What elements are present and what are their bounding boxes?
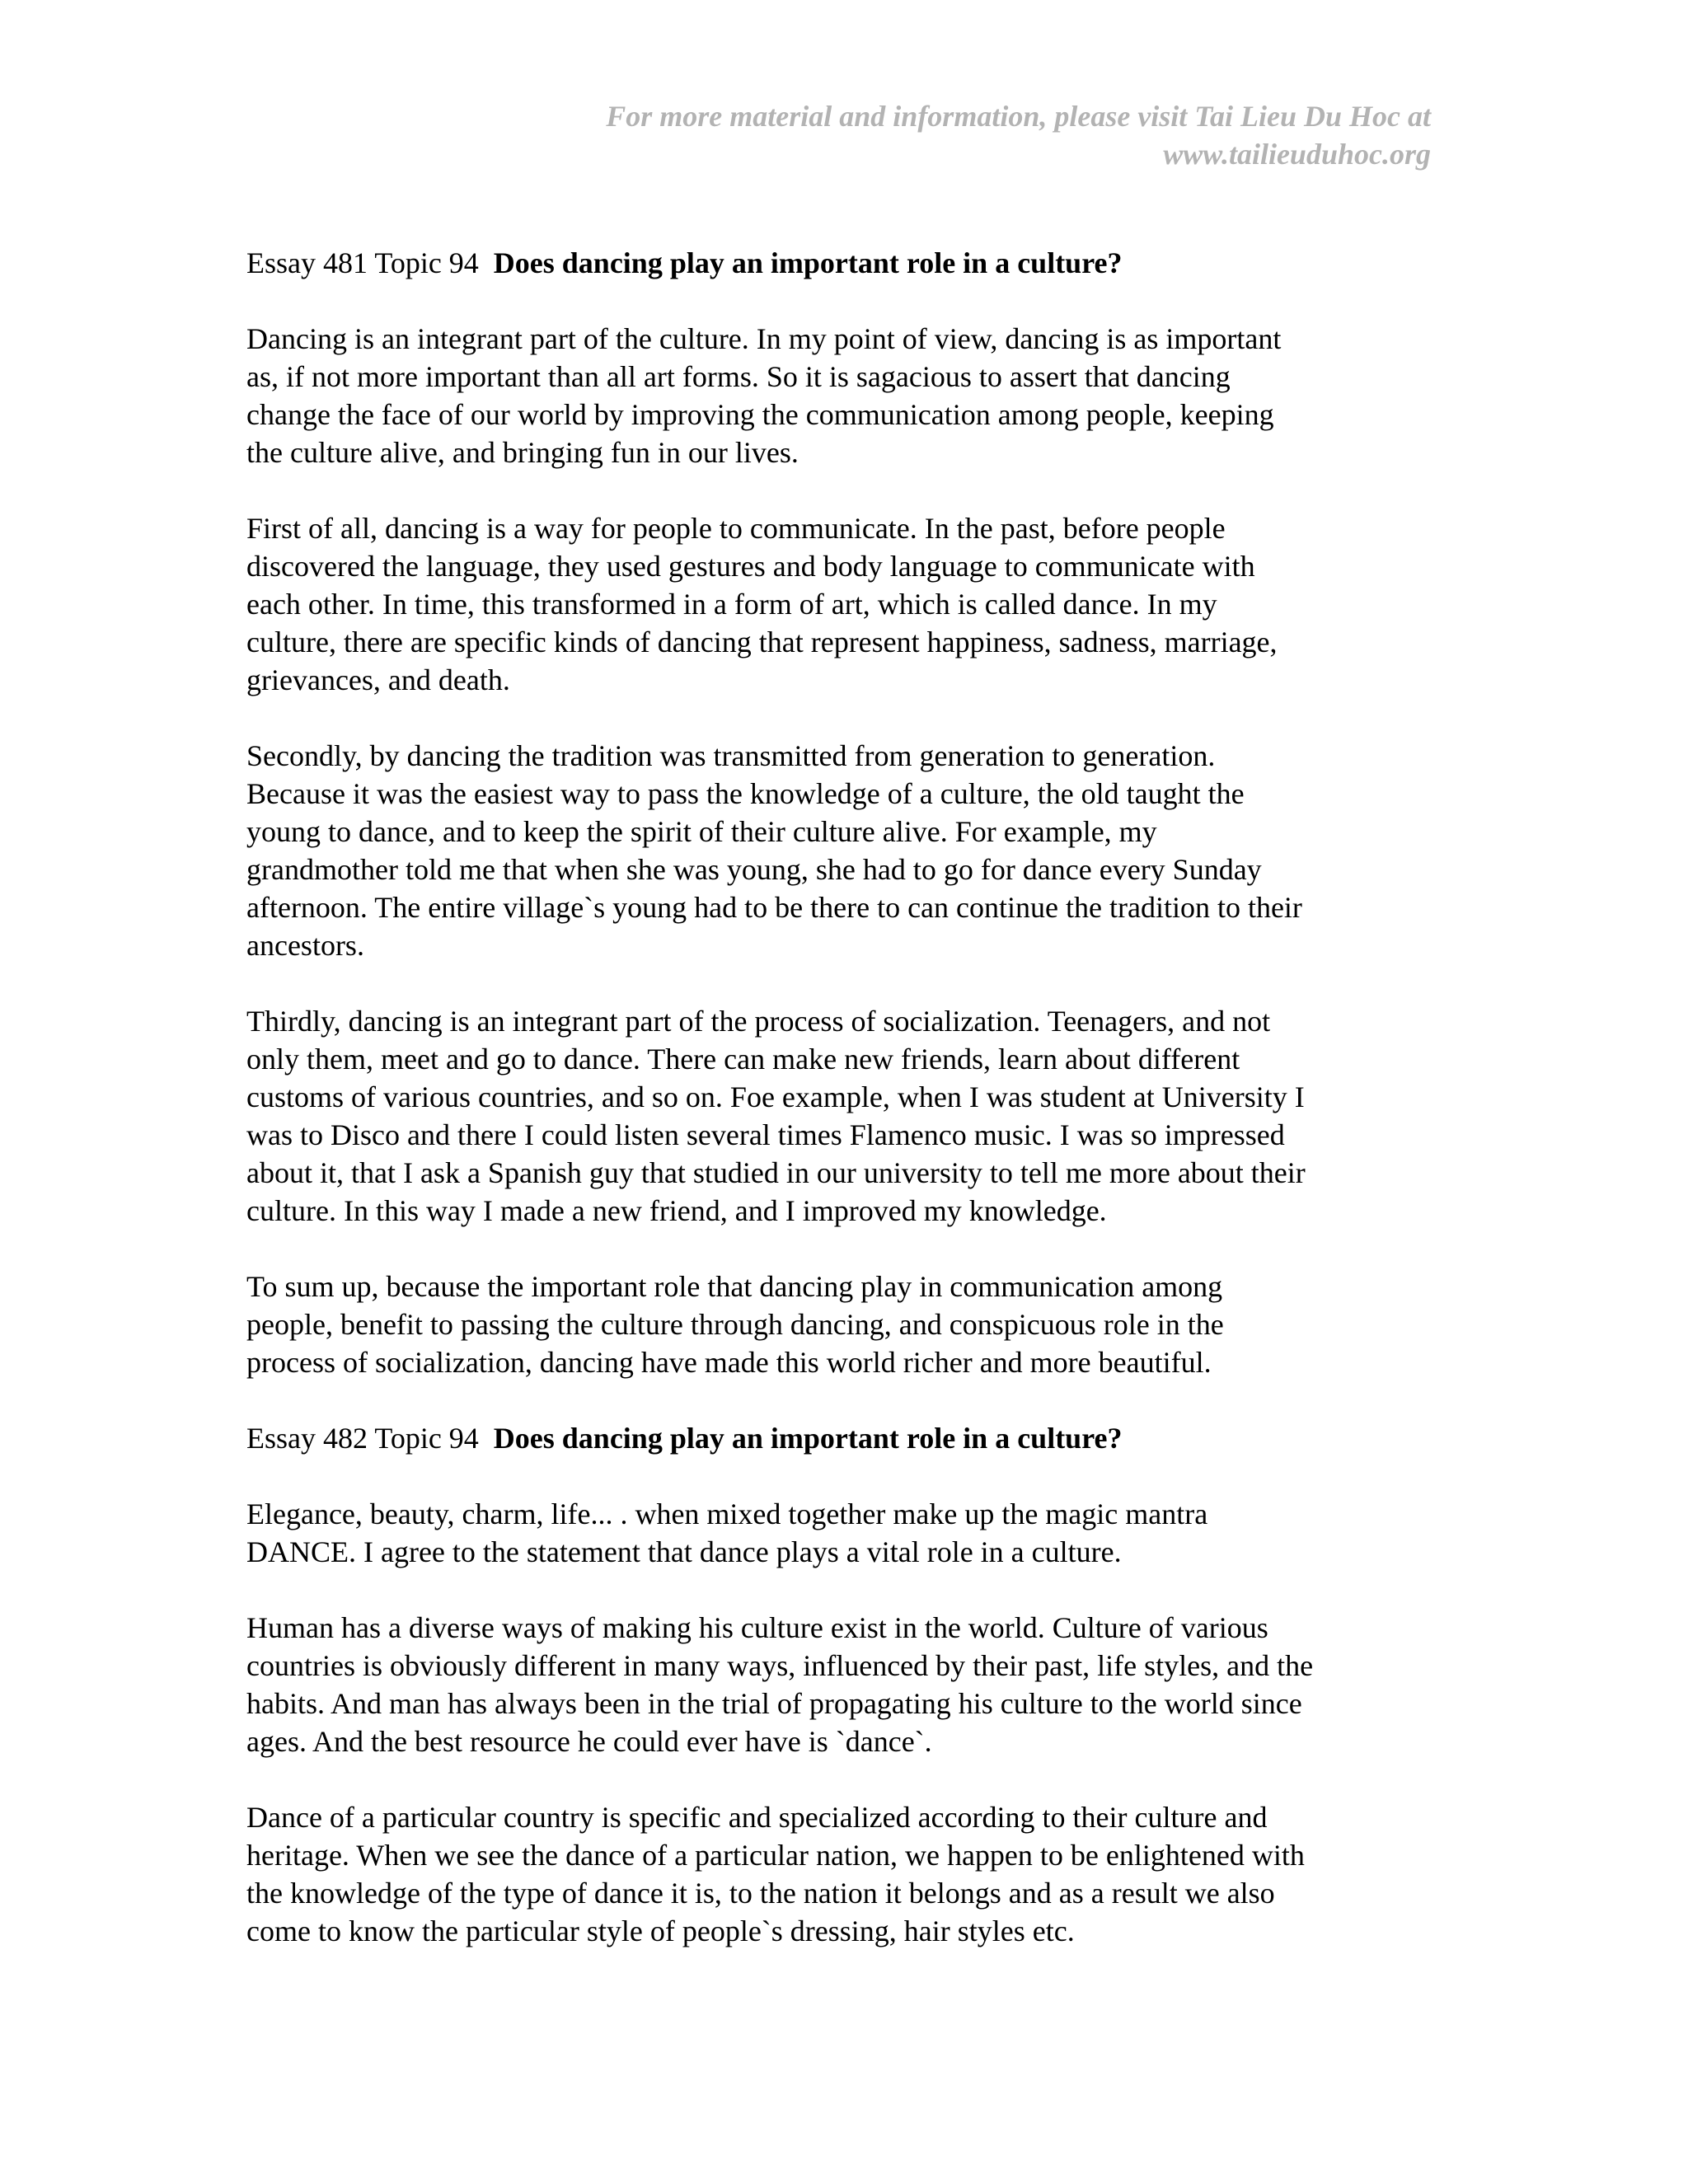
text-line: culture, there are specific kinds of dancing that represent happiness, sadness, marriage,: [246, 626, 1278, 658]
paragraph: [246, 1268, 1450, 1381]
paragraph: [246, 1002, 1450, 1230]
paragraph: [246, 737, 1450, 964]
text-line: process of socialization, dancing have made this world richer and more beautiful.: [246, 1346, 1212, 1379]
text-line: culture. In this way I made a new friend, and I improved my knowledge.: [246, 1194, 1107, 1227]
text-line: Thirdly, dancing is an integrant part of the process of socialization. Teenagers, and not: [246, 1005, 1271, 1038]
text-line: countries is obviously different in many ways, influenced by their past, life styles, and the: [246, 1649, 1314, 1682]
text-line: come to know the particular style of people`s dressing, hair styles etc.: [246, 1915, 1075, 1947]
text-line: change the face of our world by improving the communication among people, keeping: [246, 398, 1274, 431]
text-line: discovered the language, they used gestures and body language to communicate with: [246, 550, 1255, 583]
essay-question: Does dancing play an important role in a culture?: [493, 1422, 1123, 1455]
text-line: heritage. When we see the dance of a particular nation, we happen to be enlightened with: [246, 1839, 1305, 1872]
text-line: grandmother told me that when she was young, she had to go for dance every Sunday: [246, 853, 1262, 886]
text-line: was to Disco and there I could listen several times Flamenco music. I was so impressed: [246, 1118, 1285, 1151]
essay-heading: [246, 244, 1450, 282]
text-line: the knowledge of the type of dance it is, to the nation it belongs and as a result we also: [246, 1877, 1275, 1910]
document-body: [246, 244, 1450, 1988]
text-line: the culture alive, and bringing fun in our lives.: [246, 436, 799, 469]
text-line: DANCE. I agree to the statement that dance plays a vital role in a culture.: [246, 1535, 1122, 1568]
text-line: people, benefit to passing the culture through dancing, and conspicuous role in the: [246, 1308, 1224, 1341]
text-line: ages. And the best resource he could ever have is `dance`.: [246, 1725, 932, 1758]
paragraph: [246, 320, 1450, 471]
text-line: as, if not more important than all art forms. So it is sagacious to assert that dancing: [246, 360, 1231, 393]
essay-label: Essay 482 Topic 94: [246, 1422, 479, 1455]
essay-heading: [246, 1419, 1450, 1457]
essay-label: Essay 481 Topic 94: [246, 246, 479, 279]
text-line: Human has a diverse ways of making his culture exist in the world. Culture of various: [246, 1611, 1268, 1644]
paragraph: [246, 509, 1450, 699]
text-line: Because it was the easiest way to pass the knowledge of a culture, the old taught the: [246, 777, 1245, 810]
text-line: young to dance, and to keep the spirit of their culture alive. For example, my: [246, 815, 1157, 848]
text-line: about it, that I ask a Spanish guy that studied in our university to tell me more about their: [246, 1156, 1306, 1189]
paragraph: [246, 1609, 1450, 1760]
text-line: Elegance, beauty, charm, life... . when mixed together make up the magic mantra: [246, 1497, 1208, 1530]
source-note: [359, 97, 1431, 173]
text-line: First of all, dancing is a way for people to communicate. In the past, before people: [246, 512, 1226, 545]
paragraph: [246, 1495, 1450, 1571]
text-line: Dancing is an integrant part of the culture. In my point of view, dancing is as important: [246, 322, 1282, 355]
text-line: afternoon. The entire village`s young had to be there to can continue the tradition to their: [246, 891, 1302, 924]
text-line: each other. In time, this transformed in a form of art, which is called dance. In my: [246, 588, 1217, 621]
text-line: habits. And man has always been in the trial of propagating his culture to the world since: [246, 1687, 1302, 1720]
text-line: grievances, and death.: [246, 663, 510, 696]
essay-question: Does dancing play an important role in a culture?: [493, 246, 1123, 279]
paragraph: [246, 1798, 1450, 1950]
text-line: Secondly, by dancing the tradition was transmitted from generation to generation.: [246, 739, 1216, 772]
text-line: customs of various countries, and so on. Foe example, when I was student at University I: [246, 1080, 1305, 1113]
text-line: ancestors.: [246, 929, 364, 962]
text-line: To sum up, because the important role that dancing play in communication among: [246, 1270, 1223, 1303]
text-line: Dance of a particular country is specific and specialized according to their culture and: [246, 1801, 1268, 1834]
source-note-url: www.tailieuduhoc.org: [1163, 138, 1431, 171]
source-note-line: For more material and information, please visit Tai Lieu Du Hoc at: [606, 100, 1431, 133]
text-line: only them, meet and go to dance. There can make new friends, learn about different: [246, 1043, 1240, 1076]
